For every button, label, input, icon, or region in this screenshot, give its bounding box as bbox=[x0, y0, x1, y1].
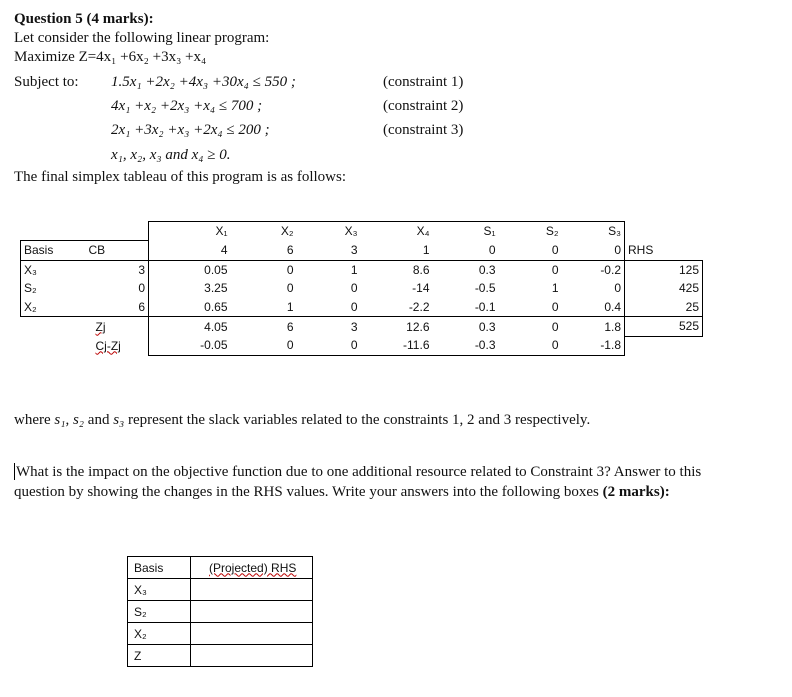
cb-cell: 6 bbox=[86, 298, 149, 317]
slack-s2: s₂ bbox=[72, 412, 85, 428]
subject-to-label: Subject to: bbox=[14, 74, 79, 90]
value-cell: 1.8 bbox=[562, 317, 625, 337]
prompt-marks: (2 marks): bbox=[602, 484, 670, 500]
value-cell: 0 bbox=[499, 336, 562, 355]
coef-x3: 3 bbox=[297, 241, 361, 261]
coef-s2: 0 bbox=[499, 241, 562, 261]
value-cell: -1.8 bbox=[562, 336, 625, 355]
value-cell: -2.2 bbox=[361, 298, 433, 317]
value-cell: 1 bbox=[350, 262, 358, 277]
value-cell: 0 bbox=[562, 279, 625, 298]
value-cell: -0.5 bbox=[474, 281, 496, 296]
basis-cell: X₂ bbox=[21, 298, 86, 317]
value-cell: -0.1 bbox=[433, 298, 499, 317]
nonnegativity-constraint: x₁, x₂, x₃ and x₄ ≥ 0. bbox=[111, 147, 231, 163]
value-cell: 3 bbox=[350, 319, 358, 334]
table-row bbox=[21, 279, 703, 298]
final-simplex-tableau bbox=[20, 221, 703, 356]
value-cell: 0 bbox=[297, 298, 361, 317]
value-cell: 0.3 bbox=[478, 319, 496, 334]
header-s3: S₃ bbox=[562, 222, 625, 241]
intro-text: Let consider the following linear program: bbox=[14, 30, 270, 46]
basis-cell: X₃ bbox=[21, 260, 86, 279]
slack-note-rest: represent the slack variables related to the constraints 1, 2 and 3 respectively. bbox=[128, 412, 591, 428]
value-cell: 1 bbox=[551, 281, 559, 296]
value-cell: 0 bbox=[297, 336, 361, 355]
answer-rhs-input-s2[interactable] bbox=[191, 601, 313, 623]
value-cell: 0 bbox=[286, 262, 294, 277]
coef-s3: 0 bbox=[562, 241, 625, 261]
answer-basis-x3: X₃ bbox=[128, 579, 191, 601]
value-cell: 12.6 bbox=[406, 319, 430, 334]
coef-x1: 4 bbox=[149, 241, 231, 261]
variable-header-row bbox=[21, 222, 703, 241]
value-cell: 0 bbox=[551, 262, 559, 277]
value-cell: 0 bbox=[350, 281, 358, 296]
answer-rhs-input-z[interactable] bbox=[191, 645, 313, 667]
objective-function: Maximize Z=4x₁ +6x₂ +3x₃ +x₄ bbox=[14, 49, 207, 65]
cj-zj-row bbox=[21, 336, 703, 355]
prompt-line-1: What is the impact on the objective function due to one additional resource related to Constraint 3? Answer to this bbox=[16, 464, 702, 480]
constraint-1-label: (constraint 1) bbox=[383, 74, 464, 90]
slack-s3: s₃ bbox=[113, 412, 125, 428]
constraint-2-label: (constraint 2) bbox=[383, 98, 464, 114]
constraint-3-expr: 2x₁ +3x₂ +x₃ +2x₄ ≤ 200 ; bbox=[111, 122, 270, 138]
rhs-cell: 125 bbox=[625, 260, 703, 279]
prompt-line-2-text: question by showing the changes in the RHS values. Write your answers into the following boxes bbox=[14, 484, 603, 500]
answer-basis-z: Z bbox=[128, 645, 191, 667]
constraint-1-expr: 1.5x₁ +2x₂ +4x₃ +30x₄ ≤ 550 ; bbox=[111, 74, 296, 90]
zj-row bbox=[21, 317, 703, 337]
header-s2: S₂ bbox=[499, 222, 562, 241]
constraint-3-label: (constraint 3) bbox=[383, 122, 464, 138]
prompt-line-2 bbox=[14, 483, 670, 501]
answer-basis-x2: X₂ bbox=[128, 623, 191, 645]
slack-note-and: and bbox=[87, 412, 110, 428]
coef-s1: 0 bbox=[433, 241, 499, 261]
question-title: Question 5 (4 marks): bbox=[14, 11, 154, 27]
coefficient-row bbox=[21, 241, 703, 261]
header-x1: X₁ bbox=[149, 222, 231, 241]
answer-basis-s2: S₂ bbox=[128, 601, 191, 623]
slack-note: where s₁, s₂ and s₃ represent the slack variables related to the constraints 1, 2 and 3 respectively. bbox=[14, 412, 591, 428]
answer-table bbox=[127, 556, 313, 667]
rhs-header: RHS bbox=[625, 241, 703, 261]
header-x3: X₃ bbox=[297, 222, 361, 241]
basis-cell: S₂ bbox=[21, 279, 86, 298]
value-cell: -11.6 bbox=[361, 336, 433, 355]
coef-x4: 1 bbox=[361, 241, 433, 261]
value-cell: 0.65 bbox=[149, 298, 231, 317]
table-row bbox=[21, 298, 703, 317]
answer-rhs-header: (Projected) RHS bbox=[191, 557, 313, 579]
value-cell: 0 bbox=[231, 336, 297, 355]
answer-basis-header: Basis bbox=[128, 557, 191, 579]
zj-label: Zj bbox=[95, 319, 106, 334]
table-row bbox=[21, 260, 703, 279]
value-cell: 0 bbox=[286, 281, 294, 296]
answer-rhs-input-x2[interactable] bbox=[191, 623, 313, 645]
constraint-2-expr: 4x₁ +x₂ +2x₃ +x₄ ≤ 700 ; bbox=[111, 98, 263, 114]
cb-header: CB bbox=[86, 241, 149, 261]
rhs-cell: 25 bbox=[625, 298, 703, 317]
value-cell: 0.05 bbox=[149, 260, 231, 279]
tableau-intro: The final simplex tableau of this program is as follows: bbox=[14, 169, 347, 185]
slack-s1: s₁ bbox=[54, 412, 66, 428]
value-cell: 3.25 bbox=[149, 279, 231, 298]
value-cell: 0.3 bbox=[478, 262, 496, 277]
header-x4: X₄ bbox=[361, 222, 433, 241]
value-cell: 0 bbox=[551, 319, 559, 334]
value-cell: -0.05 bbox=[149, 336, 231, 355]
coef-x2: 6 bbox=[231, 241, 297, 261]
cb-cell: 3 bbox=[138, 262, 145, 277]
header-s1: S₁ bbox=[433, 222, 499, 241]
slack-note-where: where bbox=[14, 412, 51, 428]
answer-rhs-input-x3[interactable] bbox=[191, 579, 313, 601]
value-cell: 8.6 bbox=[412, 262, 430, 277]
value-cell: 0.4 bbox=[562, 298, 625, 317]
value-cell: 1 bbox=[231, 298, 297, 317]
value-cell: 0 bbox=[499, 298, 562, 317]
basis-header: Basis bbox=[21, 241, 86, 261]
rhs-cell: 525 bbox=[625, 317, 703, 337]
value-cell: 4.05 bbox=[149, 317, 231, 337]
rhs-cell: 425 bbox=[625, 279, 703, 298]
value-cell: -0.2 bbox=[562, 260, 625, 279]
cb-cell: 0 bbox=[138, 281, 145, 296]
header-x2: X₂ bbox=[231, 222, 297, 241]
value-cell: -14 bbox=[412, 281, 430, 296]
value-cell: 6 bbox=[286, 319, 294, 334]
value-cell: -0.3 bbox=[433, 336, 499, 355]
cj-zj-label: Cj-Zj bbox=[95, 338, 121, 353]
text-cursor bbox=[14, 463, 15, 480]
